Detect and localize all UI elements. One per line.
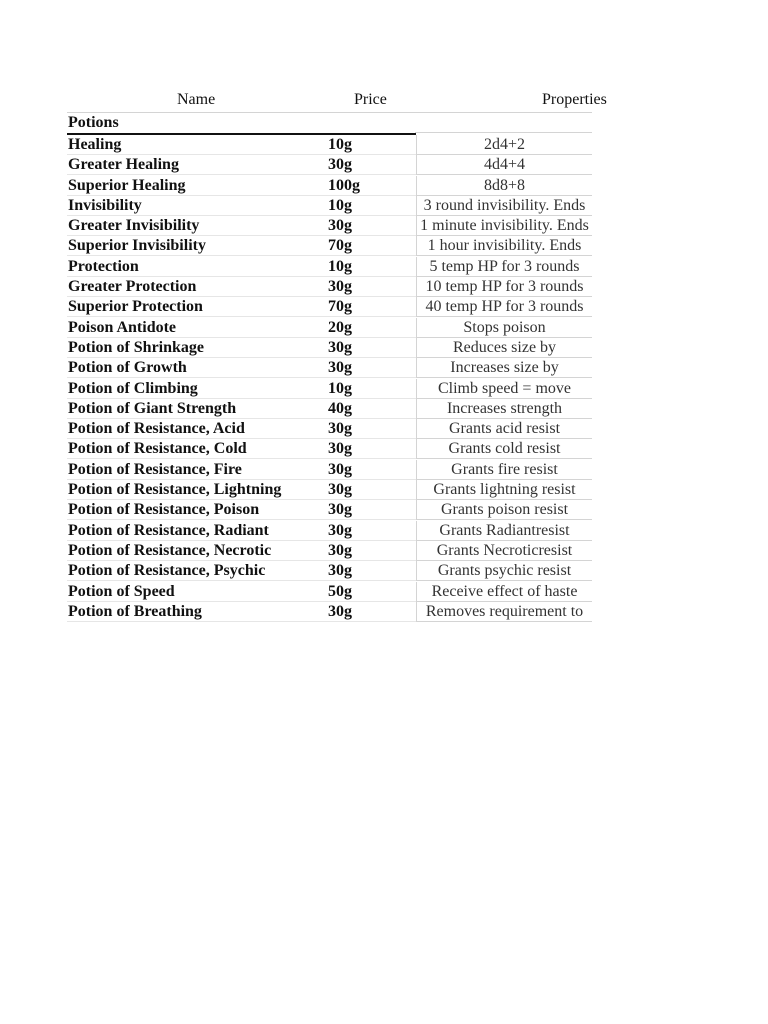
potion-name-cell[interactable]: Potion of Resistance, Radiant [68, 521, 269, 539]
potion-properties-cell[interactable] [416, 399, 592, 419]
potion-name-cell[interactable]: Potion of Shrinkage [68, 338, 205, 356]
table-row[interactable] [67, 277, 592, 297]
potion-price-cell[interactable]: 30g [328, 338, 352, 356]
table-row[interactable] [67, 602, 592, 622]
potion-properties-text: 1 hour invisibility. Ends [427, 237, 582, 255]
potion-price-cell[interactable]: 10g [328, 379, 352, 397]
potion-properties-cell[interactable] [416, 419, 592, 439]
potion-properties-text: 10 temp HP for 3 rounds [425, 278, 584, 296]
potion-properties-cell[interactable] [416, 602, 592, 622]
row-divider [67, 621, 416, 622]
potion-price-cell[interactable]: 30g [328, 541, 352, 559]
potion-name-cell[interactable]: Greater Protection [68, 278, 197, 296]
potion-properties-text: Grants lightning resist [433, 481, 576, 499]
potion-properties-text: Grants cold resist [448, 440, 561, 458]
section-title: Potions [68, 114, 119, 131]
table-row[interactable] [67, 480, 592, 500]
potion-name-cell[interactable]: Invisibility [68, 196, 142, 214]
potion-price-cell[interactable]: 30g [328, 440, 352, 458]
potion-price-cell[interactable]: 70g [328, 298, 352, 316]
potion-name-cell[interactable]: Protection [68, 257, 139, 275]
potion-properties-text: 1 minute invisibility. Ends [420, 217, 589, 235]
potion-properties-text: 5 temp HP for 3 rounds [429, 257, 580, 275]
potion-properties-cell[interactable] [416, 277, 592, 297]
potion-price-cell[interactable]: 30g [328, 562, 352, 580]
potion-properties-text: Grants Radiantresist [439, 521, 570, 539]
potion-table-body [67, 135, 592, 622]
potion-name-cell[interactable]: Potion of Resistance, Fire [68, 460, 242, 478]
potion-price-cell[interactable]: 30g [328, 278, 352, 296]
potion-properties-text: Stops poison [463, 318, 546, 336]
table-row[interactable] [67, 399, 592, 419]
potion-properties-cell[interactable] [416, 439, 592, 459]
potion-properties-text: Removes requirement to [425, 602, 584, 620]
potion-name-cell[interactable]: Potion of Breathing [68, 602, 202, 620]
potion-price-cell[interactable]: 30g [328, 602, 352, 620]
potion-properties-cell[interactable] [416, 338, 592, 358]
section-heading [67, 113, 416, 135]
potion-name-cell[interactable]: Potion of Resistance, Poison [68, 501, 260, 519]
section-divider [415, 132, 592, 133]
potion-properties-cell[interactable] [416, 196, 592, 216]
potion-price-cell[interactable]: 30g [328, 420, 352, 438]
potion-properties-cell[interactable] [416, 135, 592, 155]
potion-properties-text: Grants acid resist [448, 420, 561, 438]
potion-name-cell[interactable]: Potion of Growth [68, 359, 187, 377]
potion-price-cell[interactable]: 100g [328, 176, 360, 194]
potion-price-cell[interactable]: 30g [328, 359, 352, 377]
potion-name-cell[interactable]: Healing [68, 136, 122, 153]
potion-properties-text: 2d4+2 [483, 136, 526, 153]
table-row[interactable] [67, 358, 592, 378]
table-row[interactable] [67, 176, 592, 196]
potion-properties-cell[interactable] [416, 480, 592, 500]
table-row[interactable] [67, 196, 592, 216]
potion-name-cell[interactable]: Potion of Resistance, Psychic [68, 562, 266, 580]
potion-name-cell[interactable]: Potion of Climbing [68, 379, 198, 397]
potion-name-cell[interactable]: Poison Antidote [68, 318, 177, 336]
potion-price-cell[interactable]: 30g [328, 156, 352, 174]
potion-price-cell[interactable]: 20g [328, 318, 352, 336]
potion-name-cell[interactable]: Greater Invisibility [68, 217, 200, 235]
potion-properties-cell[interactable] [416, 541, 592, 561]
table-row[interactable] [67, 379, 592, 399]
potion-name-cell[interactable]: Potion of Speed [68, 582, 175, 600]
potion-price-cell[interactable]: 10g [328, 136, 352, 153]
potion-name-cell[interactable]: Superior Protection [68, 298, 203, 316]
potion-price-cell[interactable]: 30g [328, 460, 352, 478]
potion-properties-cell[interactable] [416, 176, 592, 196]
potion-properties-cell[interactable] [416, 155, 592, 175]
table-row[interactable] [67, 135, 592, 155]
header-row [67, 90, 607, 113]
table-row[interactable] [67, 582, 592, 602]
potion-properties-text: Receive effect of haste [431, 582, 578, 600]
potion-properties-cell[interactable] [416, 236, 592, 256]
table-row[interactable] [67, 216, 592, 236]
table-row[interactable] [67, 297, 592, 317]
potion-price-cell[interactable]: 70g [328, 237, 352, 255]
potion-name-cell[interactable]: Superior Invisibility [68, 237, 206, 255]
potion-properties-text: Grants psychic resist [437, 562, 572, 580]
table-row[interactable] [67, 318, 592, 338]
potion-properties-cell[interactable] [416, 582, 592, 602]
column-header-name: Name [177, 91, 216, 108]
table-row[interactable] [67, 500, 592, 520]
potion-properties-cell[interactable] [416, 216, 592, 236]
potion-price-cell[interactable]: 40g [328, 399, 352, 417]
potion-name-cell[interactable]: Potion of Resistance, Lightning [68, 481, 282, 499]
potion-price-cell[interactable]: 30g [328, 481, 352, 499]
table-row[interactable] [67, 419, 592, 439]
potion-price-cell[interactable]: 30g [328, 521, 352, 539]
column-header-properties: Properties [542, 91, 607, 108]
potion-properties-text: Grants fire resist [451, 460, 558, 478]
potion-properties-cell[interactable] [416, 257, 592, 277]
potion-name-cell[interactable]: Potion of Giant Strength [68, 399, 237, 417]
potion-properties-text: Grants poison resist [440, 501, 569, 519]
potion-price-cell[interactable]: 30g [328, 217, 352, 235]
potion-properties-cell[interactable] [416, 379, 592, 399]
potion-properties-text: 40 temp HP for 3 rounds [425, 298, 584, 316]
potion-properties-text: 3 round invisibility. Ends [423, 196, 586, 214]
potion-properties-cell[interactable] [416, 561, 592, 581]
potion-properties-cell[interactable] [416, 460, 592, 480]
potion-name-cell[interactable]: Greater Healing [68, 156, 179, 174]
table-row[interactable] [67, 236, 592, 256]
potion-properties-cell[interactable] [416, 358, 592, 378]
potion-properties-text: Climb speed = move [437, 379, 572, 397]
potion-properties-text: Grants Necroticresist [436, 541, 573, 559]
potion-name-cell[interactable]: Potion of Resistance, Acid [68, 420, 245, 438]
potion-price-cell[interactable]: 10g [328, 257, 352, 275]
table-row[interactable] [67, 338, 592, 358]
potion-properties-cell[interactable] [416, 521, 592, 541]
potion-properties-cell[interactable] [416, 318, 592, 338]
potion-name-cell[interactable]: Superior Healing [68, 176, 186, 194]
table-row[interactable] [67, 561, 592, 581]
potion-properties-cell[interactable] [416, 500, 592, 520]
table-row[interactable] [67, 460, 592, 480]
potion-name-cell[interactable]: Potion of Resistance, Necrotic [68, 541, 272, 559]
potion-properties-text: Increases size by [450, 359, 559, 377]
table-row[interactable] [67, 257, 592, 277]
potion-price-cell[interactable]: 30g [328, 501, 352, 519]
potion-properties-cell[interactable] [416, 297, 592, 317]
potion-properties-text: 8d8+8 [483, 176, 526, 194]
potion-name-cell[interactable]: Potion of Resistance, Cold [68, 440, 247, 458]
potion-properties-text: Reduces size by [452, 338, 557, 356]
potion-properties-text: Increases strength [446, 399, 563, 417]
table-row[interactable] [67, 521, 592, 541]
table-row[interactable] [67, 541, 592, 561]
potion-properties-text: 4d4+4 [483, 156, 526, 174]
table-row[interactable] [67, 439, 592, 459]
potion-price-cell[interactable]: 10g [328, 196, 352, 214]
potions-sheet [67, 90, 607, 622]
column-header-price: Price [354, 91, 387, 108]
potion-price-cell[interactable]: 50g [328, 582, 352, 600]
table-row[interactable] [67, 155, 592, 175]
